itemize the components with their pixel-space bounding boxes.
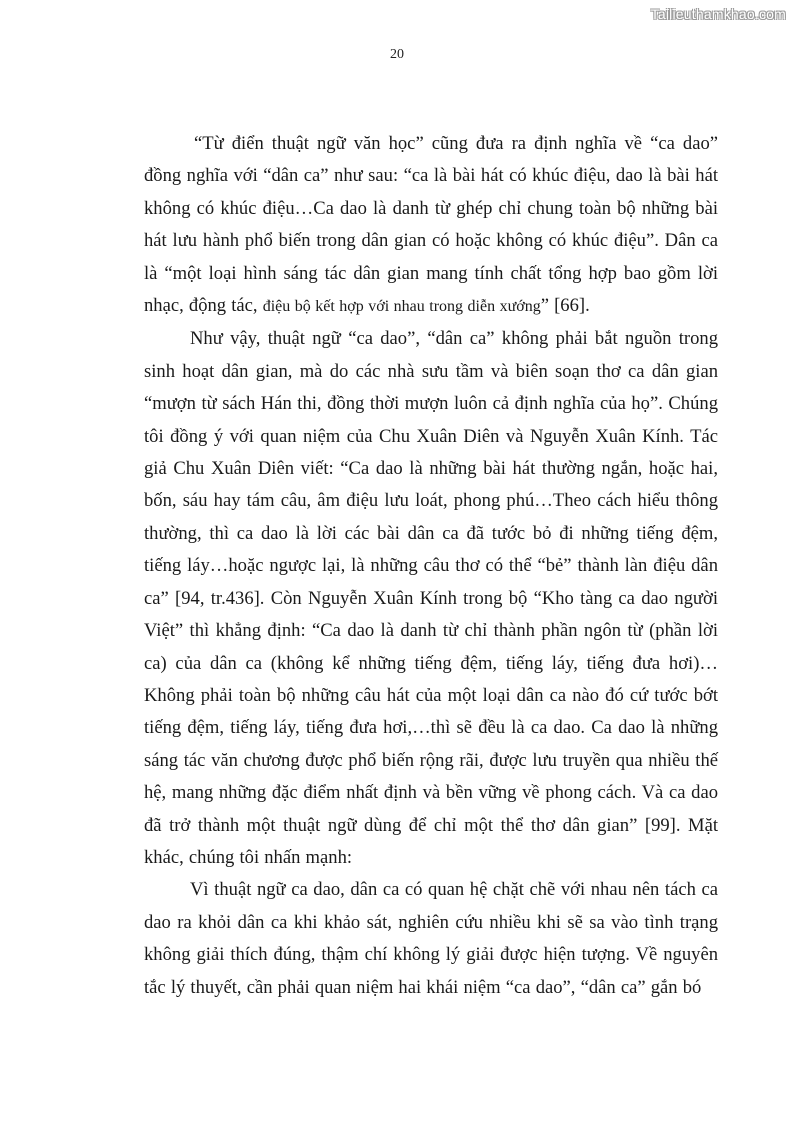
paragraph-text: “Từ điển thuật ngữ văn học” cũng đưa ra định nghĩa về “ca dao” đồng nghĩa với “dân ca” như sau: “ca là bài hát có khúc điệu, dao là bài hát không có khúc điệu…Ca dao là danh từ ghép chỉ chung toàn bộ những bài hát lưu hành phổ biến trong dân gian có hoặc không có khúc điệu”. Dân ca là “một loại hình sáng tác dân gian mang tính chất tổng hợp bao gồm lời nhạc, động tác, bbox=[144, 133, 718, 317]
page-number: 20 bbox=[390, 47, 404, 62]
paragraph-text: ” [66]. bbox=[540, 295, 590, 317]
document-body bbox=[144, 128, 718, 1004]
paragraph-dictionary-definition bbox=[144, 128, 718, 323]
watermark: Tailieuthamkhao.com bbox=[650, 6, 786, 22]
paragraph-text-small: điệu bộ kết hợp với nhau trong diễn xướng bbox=[262, 298, 541, 316]
paragraph-relationship: Vì thuật ngữ ca dao, dân ca có quan hệ chặt chẽ với nhau nên tách ca dao ra khỏi dân ca khi khảo sát, nghiên cứu nhiều khi sẽ sa vào tình trạng không giải thích đúng, thậm chí không lý giải được hiện tượng. Về nguyên tắc lý thuyết, cần phải quan niệm hai khái niệm “ca dao”, “dân ca” gắn bó bbox=[144, 879, 718, 998]
paragraph-terminology: Như vậy, thuật ngữ “ca dao”, “dân ca” không phải bắt nguồn trong sinh hoạt dân gian, mà do các nhà sưu tầm và biên soạn thơ ca dân gian “mượn từ sách Hán thi, đồng thời mượn luôn cả định nghĩa của họ”. Chúng tôi đồng ý với quan niệm của Chu Xuân Diên và Nguyễn Xuân Kính. Tác giả Chu Xuân Diên viết: “Ca dao là những bài hát thường ngắn, hoặc hai, bốn, sáu hay tám câu, âm điệu lưu loát, phong phú…Theo cách hiểu thông thường, thì ca dao là lời các bài dân ca đã tước bỏ đi những tiếng đệm, tiếng láy…hoặc ngược lại, là những câu thơ có thể “bẻ” thành làn điệu dân ca” [94, tr.436]. Còn Nguyễn Xuân Kính trong bộ “Kho tàng ca dao người Việt” thì khẳng định: “Ca dao là danh từ chỉ thành phần ngôn từ (phần lời ca) của dân ca (không kể những tiếng đệm, tiếng láy, tiếng đưa hơi)…Không phải toàn bộ những câu hát của một loại dân ca nào đó cứ tước bớt tiếng đệm, tiếng láy, tiếng đưa hơi,…thì sẽ đều là ca dao. Ca dao là những sáng tác văn chương được phổ biến rộng rãi, được lưu truyền qua nhiều thế hệ, mang những đặc điểm nhất định và bền vững về phong cách. Và ca dao đã trở thành một thuật ngữ dùng để chỉ một thể thơ dân gian” [99]. Mặt khác, chúng tôi nhấn mạnh: bbox=[144, 328, 718, 868]
